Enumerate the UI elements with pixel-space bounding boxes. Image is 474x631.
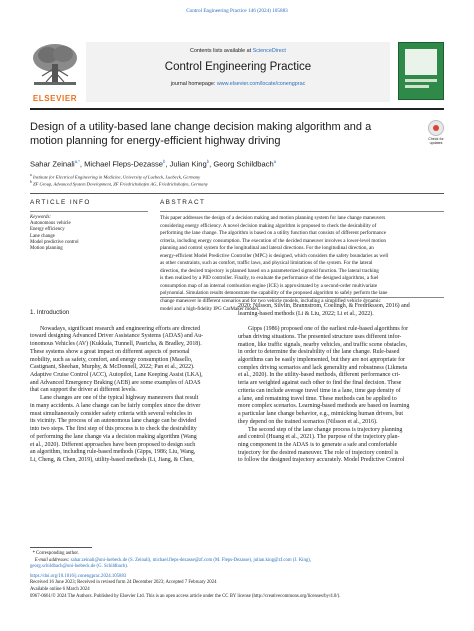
journal-header — [30, 42, 444, 102]
author-affiliation-marker[interactable]: a,* — [74, 159, 80, 164]
keyword: Autonomous vehicle — [30, 221, 71, 227]
crossmark-badge[interactable] — [426, 120, 446, 145]
body-line: complex driving scenarios and lack generality and robustness (Likmeta — [238, 364, 408, 371]
journal-banner — [86, 42, 390, 102]
body-line: algorithms can be easily implemented, but they are not appropriate for — [238, 357, 406, 364]
keyword: Model predictive control — [30, 239, 79, 245]
body-line: and Advanced Emergency Braking (AEB) are some examples of ADAS — [30, 379, 201, 386]
body-line: Li, Cheng, & Chen, 2019), utility-based methods (Li, Jiang, & Chen, — [30, 456, 194, 463]
body-line: a lane, and remaining travel time. These methods can be applied to — [238, 395, 397, 402]
footnotes — [30, 551, 444, 600]
body-line: into two steps. The first step of this process is to check the desirability — [30, 426, 197, 433]
body-line: tonomous Vehicles (AV) (Kukkala, Tunnell, Pasricha, & Bradley, 2018). — [30, 341, 202, 348]
keyword: Motion planning — [30, 246, 63, 252]
copyright-line: 0967-0661/© 2024 The Authors. Published by Elsevier Ltd. This is an open access article under the CC BY license (http://creativecommons.org/licenses/by/4.0/). — [30, 593, 341, 599]
abstract-divider — [160, 211, 444, 212]
abstract-line: is then realized by a PID controller. Finally, to evaluate the performance of the designed algorithms, a fuel — [160, 275, 379, 282]
body-line: that can support the driver at different levels. — [30, 387, 137, 394]
article-info-divider — [30, 211, 148, 212]
body-line: in order to determine the desirability of the lane change. Rule-based — [238, 349, 400, 356]
body-line: et al., 2020). Different approaches have been proposed to design such — [30, 441, 196, 448]
body-line: The second step of the lane change process is trajectory planning — [248, 426, 403, 433]
body-line: mation, like traffic signals, nearby vehicles, and traffic scene obstacles, — [238, 341, 408, 348]
affiliation-marker: a — [30, 173, 32, 177]
body-line: criteria can include average travel time in a lane, time gap density of — [238, 387, 401, 394]
abstract-line: planning and control system for the longitudinal and lateral directions. For the longitudinal direction, an — [160, 245, 374, 252]
author-name[interactable]: Michael Fleps-Dezasse — [84, 159, 164, 169]
body-line: its vicinity. The process of an autonomous lane change can be divided — [30, 418, 197, 425]
abstract-heading: ABSTRACT — [160, 199, 206, 206]
body-line: Lane changes are one of the typical highway maneuvers that result — [40, 395, 199, 402]
journal-name: Control Engineering Practice — [164, 61, 312, 73]
abstract-line: model and a high-fidelity IPG CarMaker model. — [160, 305, 260, 312]
journal-reference[interactable]: Control Engineering Practice 146 (2024) 105883 — [186, 8, 288, 14]
body-line: to follow the designed trajectory accurately. Model Predictive Control — [238, 457, 405, 464]
abstract-end-divider — [160, 297, 444, 298]
contents-line — [86, 48, 390, 54]
body-line: and control (Huang et al., 2021). The purpose of the trajectory plan- — [238, 434, 400, 441]
author-list: Sahar Zeinali$^{a,*}$, Michael Fleps-Dezasse$^b$, Julian King$^b$, Georg Schildbach$^a$ — [30, 159, 277, 169]
author-affiliation-marker[interactable]: b — [206, 159, 210, 164]
author-name[interactable]: Georg Schildbach — [213, 159, 274, 169]
journal-cover-thumbnail[interactable] — [398, 42, 444, 100]
article-info-heading: ARTICLE INFO — [30, 199, 91, 206]
email-addresses-continued[interactable]: georg.schildbach@uni-luebeck.de (G. Schildbach). — [30, 564, 129, 570]
body-line: learning-based methods (Li & Liu, 2022; Li et al., 2022). — [238, 310, 374, 317]
affiliation-marker: b — [30, 180, 32, 184]
abstract-line: performing the lane change. The algorithm is based on a utility function that consists of different performance — [160, 230, 387, 237]
keyword: Lane change — [30, 233, 55, 239]
abstract-line: considering energy efficiency. A novel decision making algorithm is proposed to check the desirability of — [160, 222, 377, 229]
footnote-symbol: * — [32, 551, 35, 556]
abstract-line: criteria, including energy consumption. The execution of the decided maneuver involves a lower-level motion — [160, 237, 386, 244]
cover-decoration — [405, 79, 437, 82]
abstract-line: consumption map of an internal combustion engine (ICE) is approximated by a second-order multivariate — [160, 282, 378, 289]
received-dates: Received 16 June 2023; Received in revised form 24 December 2023; Accepted 7 February 2024 — [30, 580, 217, 586]
body-line: Nowadays, significant research and engineering efforts are directed — [40, 325, 201, 332]
abstract-line: as other constraints, such as comfort, traffic laws, and physical limitations of the system. For the lateral — [160, 260, 373, 267]
body-line: These systems show a great impact on different aspects of personal — [30, 348, 190, 355]
body-column-right — [238, 303, 444, 465]
footnote-divider — [30, 547, 92, 548]
abstract-line: change maneuver in different scenarios and for two vehicle models, including a simplified vehicle dynamic — [160, 298, 381, 305]
keywords-block — [30, 215, 148, 252]
contents-prefix: Contents lists available at — [190, 48, 253, 54]
body-line: teria are weighted against each other to find the final decision. These — [238, 380, 402, 387]
body-line: in many accidents. A lane change can be fairly complex since the driver — [30, 402, 201, 409]
elsevier-logo[interactable] — [30, 42, 80, 102]
body-line: urban driving situations. The presented structure uses different infor- — [238, 333, 402, 340]
author-name[interactable]: Julian King — [169, 159, 207, 169]
body-line: trajectory for the desired maneuver. The role of trajectory control is — [238, 449, 399, 456]
abstract-line: This paper addresses the design of a decision making and motion planning system for lane change maneuvers — [160, 215, 386, 221]
body-line: must simultaneously consider safety criteria with several vehicles in — [30, 410, 192, 417]
doi-link[interactable]: https://doi.org/10.1016/j.conengprac.2024.105883 — [30, 573, 127, 579]
body-line: toward designing Advanced Driver Assistance Systems (ADAS) and Au- — [30, 333, 204, 340]
homepage-link[interactable]: www.elsevier.com/locate/conengprac — [216, 81, 306, 87]
section-divider — [30, 193, 444, 194]
header-divider — [30, 108, 444, 110]
affiliation-text: Institute for Electrical Engineering in Medicine, University of Luebeck, Luebeck, Germany — [32, 174, 201, 180]
crossmark-icon — [428, 120, 444, 136]
body-column-left — [30, 309, 236, 465]
body-line: an algorithm, including rule-based methods (Gipps, 1986; Liu, Wang, — [30, 449, 196, 456]
cover-decoration — [405, 85, 429, 88]
affiliation — [30, 180, 208, 187]
homepage-prefix: journal homepage: — [170, 81, 217, 87]
email-addresses[interactable]: sahar.zeinali@uni-luebeck.de (S. Zeinali), michael.fleps-dezasse@zf.com (M. Fleps-Dezasse), julian.king@zf.com (J. King), — [70, 557, 312, 563]
author-affiliation-marker[interactable]: a — [273, 159, 277, 164]
body-line: they depend on the trained scenarios (Nilsson et al., 2016). — [238, 418, 378, 425]
abstract-line: direction, the desired trajectory is planned based on a parameterized sigmoid function. The lateral tracking — [160, 267, 379, 274]
elsevier-wordmark: ELSEVIER — [32, 94, 78, 103]
author-name[interactable]: Sahar Zeinali — [30, 159, 75, 169]
abstract-line: energy-efficient Model Predictive Controller (MPC) is designed, which considers the safety boundaries as well — [160, 252, 389, 259]
elsevier-tree-icon — [30, 42, 80, 88]
email-note — [30, 558, 444, 565]
body-line: et al., 2020). In the utility-based methods, different performance cri- — [238, 372, 401, 379]
homepage-line — [86, 81, 390, 87]
body-line: 2020; Nilsson, Silvlin, Brannstrom, Coelingh, & Fredriksson, 2016) and — [238, 303, 410, 309]
keyword: Energy efficiency — [30, 227, 65, 233]
body-line: Gipps (1986) proposed one of the earliest rule-based algorithms for — [248, 326, 409, 333]
article-title: Design of a utility-based lane change decision making algorithm and a motion planning for energy-efficient highway driving — [30, 121, 372, 147]
abstract-text — [160, 215, 444, 313]
crossmark-label: Check for updates — [428, 137, 444, 145]
email-label: E-mail addresses: — [34, 557, 70, 563]
body-line: ning component in the ADAS is to generate a safe and comfortable — [238, 441, 398, 448]
body-line: mobility, such as safety, comfort, and energy consumption (Masello, — [30, 356, 193, 363]
body-line: Castignani, Sheehan, Murphy, & McDonnell, 2022; Pan et al., 2022). — [30, 364, 195, 371]
affiliation-text: ZF Group, Advanced System Development, ZF Friedrichshafen AG, Friedrichshafen, Germany — [32, 181, 208, 187]
cover-title-area — [405, 49, 437, 75]
keywords-label: Keywords: — [30, 215, 52, 220]
author-affiliation-marker[interactable]: b — [163, 159, 166, 164]
body-line: more complex scenarios. Learning-based methods are based on learning — [238, 403, 410, 410]
body-line: a particular lane change behavior, e.g., mimicking human drivers, but — [238, 411, 403, 418]
sciencedirect-link[interactable]: ScienceDirect — [252, 48, 286, 54]
available-online: Available online 6 March 2024 — [30, 586, 90, 592]
section-title: 1. Introduction — [30, 309, 70, 316]
affiliation — [30, 173, 200, 180]
body-line: of performing the lane change via a decision making algorithm (Wang — [30, 433, 197, 440]
corresponding-author-text: Corresponding author. — [36, 551, 79, 556]
abstract-line: polynomial. Simulation results demonstrate the capability of the proposed algorithm to safely perform the lane — [160, 290, 388, 297]
corresponding-author-note — [30, 551, 444, 558]
body-line: Adaptive Cruise Control (ACC), Autopilot, Lane Keeping Assist (LKA), — [30, 372, 203, 379]
body-line — [238, 318, 444, 326]
